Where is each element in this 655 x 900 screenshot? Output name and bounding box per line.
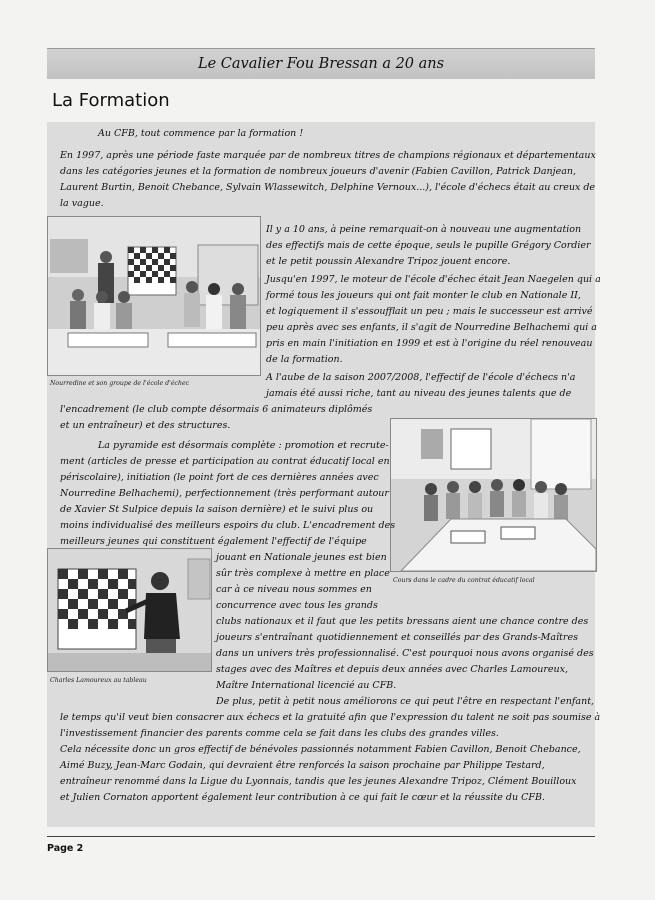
photo-school-group [47,216,261,376]
text-line: Nourredine Belhachemi), perfectionnement (très performant autour [60,488,389,499]
text-line: Jusqu'en 1997, le moteur de l'école d'échec était Jean Naegelen qui a [266,274,601,285]
text-line: ment (articles de presse et participation au contrat éducatif local en [60,456,390,467]
text-line: des effectifs mais de cette époque, seuls le pupille Grégory Cordier [266,240,591,251]
text-line: de Xavier St Sulpice depuis la saison dernière) et le suivi plus ou [60,504,374,515]
text-line: entraîneur renommé dans la Ligue du Lyonnais, tandis que les jeunes Alexandre Tripoz, Clément Bouilloux [60,776,577,787]
text-line: joueurs s'entraînant quotidiennement et conseillés par des Grands-Maîtres [216,632,578,643]
photo-classroom [390,418,597,572]
text-line: jouant en Nationale jeunes est bien [216,552,387,563]
photo-teacher-board [47,548,212,672]
text-line: meilleurs jeunes qui constituent également l'effectif de l'équipe [60,536,367,547]
text-line: de la formation. [266,354,343,365]
text-line: car à ce niveau nous sommes en [216,584,372,595]
text-line: Laurent Burtin, Benoit Chebance, Sylvain Wlassewitch, Delphine Vernoux...), l'école d'échecs était au creux de [60,182,596,193]
text-line: et logiquement il s'essoufflait un peu ; mais le successeur est arrivé [266,306,593,317]
text-line: Maître International licencié au CFB. [216,680,397,691]
text-line: clubs nationaux et il faut que les petits bressans aient une chance contre des [216,616,589,627]
text-line: dans un univers très professionnalisé. C'est pourquoi nous avons organisé des [216,648,594,659]
text-line: l'investissement financier des parents comme cela se fait dans les clubs des grandes villes. [60,728,499,739]
text-line: moins individualisé des meilleurs espoirs du club. L'encadrement des [60,520,396,531]
text-line: A l'aube de la saison 2007/2008, l'effectif de l'école d'échecs n'a [266,372,576,383]
text-line: périscolaire), initiation (le point fort de ces dernières années avec [60,472,379,483]
text-line: Cela nécessite donc un gros effectif de bénévoles passionnés notamment Fabien Cavillon, Benoit Chebance, [60,744,581,755]
text-line: concurrence avec tous les grands [216,600,378,611]
footer-divider [47,836,595,837]
text-line: De plus, petit à petit nous améliorons ce qui peut l'être en respectant l'enfant, [216,696,595,707]
banner-title: Le Cavalier Fou Bressan a 20 ans [47,48,595,79]
text-line: sûr très complexe à mettre en place [216,568,390,579]
text-line: Il y a 10 ans, à peine remarquait-on à nouveau une augmentation [266,224,582,235]
intro-line: Au CFB, tout commence par la formation ! [98,128,304,139]
text-line: formé tous les joueurs qui ont fait monter le club en Nationale II, [266,290,581,301]
text-line: et le petit poussin Alexandre Tripoz jouent encore. [266,256,511,267]
text-line: jamais été aussi riche, tant au niveau des jeunes talents que de [266,388,572,399]
text-line: l'encadrement (le club compte désormais 6 animateurs diplômés [60,404,373,415]
photo-caption: Nourredine et son groupe de l'école d'échec [50,380,190,387]
page-number: Page 2 [47,843,84,854]
photo-caption: Cours dans le cadre du contrat éducatif local [393,577,535,584]
text-line: et Julien Cornaton apportent également leur contribution à ce qui fait le cœur et la réussite du CFB. [60,792,545,803]
section-title: La Formation [52,90,170,111]
photo-caption: Charles Lamoureux au tableau [50,677,147,684]
text-line: peu après avec ses enfants, il s'agit de Nourredine Belhachemi qui a [266,322,597,333]
text-line: La pyramide est désormais complète : promotion et recrute- [98,440,389,451]
text-line: le temps qu'il veut bien consacrer aux échecs et la gratuité afin que l'expression du talent ne soit pas soumise à [60,712,601,723]
text-line: la vague. [60,198,104,209]
text-line: En 1997, après une période faste marquée par de nombreux titres de champions régionaux et départementaux [60,150,596,161]
text-line: Aimé Buzy, Jean-Marc Godain, qui devraient être renforcés la saison prochaine par Philippe Testard, [60,760,545,771]
text-line: pris en main l'initiation en 1999 et est à l'origine du réel renouveau [266,338,593,349]
text-line: stages avec des Maîtres et depuis deux années avec Charles Lamoureux, [216,664,569,675]
text-line: dans les catégories jeunes et la formation de nombreux joueurs d'avenir (Fabien Cavillon, Patrick Danjean, [60,166,577,177]
text-line: et un entraîneur) et des structures. [60,420,231,431]
